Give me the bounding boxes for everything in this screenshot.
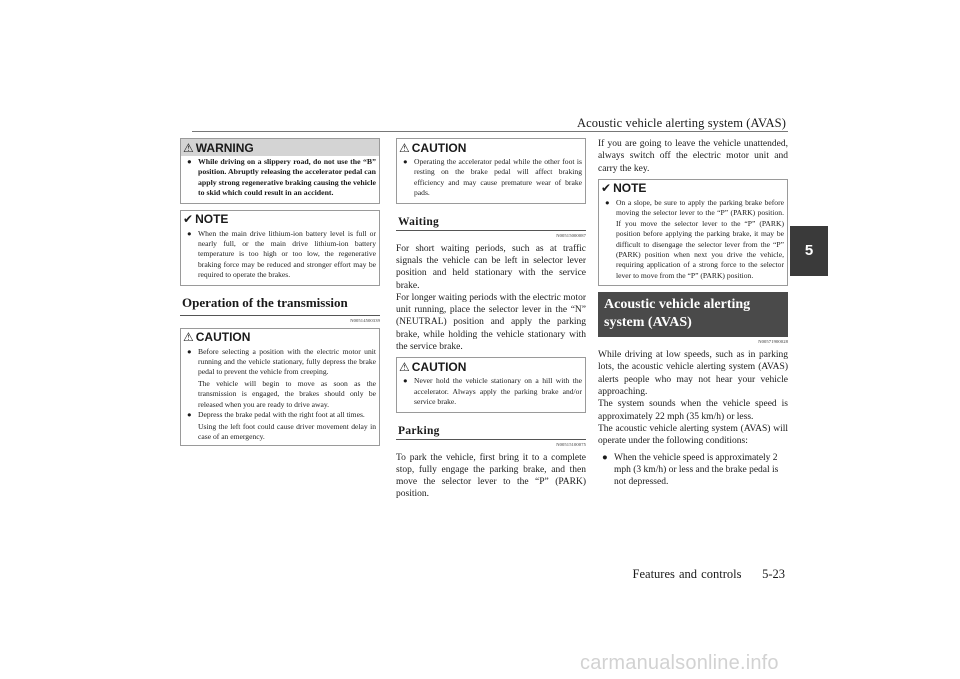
bullet-icon: ● [187,410,192,420]
caution-triangle-icon: ⚠ [399,359,410,374]
section-heading-avas: Acoustic vehicle alerting system (AVAS) [598,292,788,337]
section-code: N00571900028 [758,339,788,345]
paragraph: The system sounds when the vehicle speed is approximately 22 mph (35 km/h) or less. [598,399,788,422]
section-heading-parking: Parking [396,419,586,440]
caution-item: ● Before selecting a position with the electric motor unit running and the vehicle stationary, fully depress the brake pedal to prevent the vehicle from creeping. [187,346,376,377]
caution-title: CAUTION [411,359,467,374]
warning-box [180,138,380,204]
caution-box [396,357,586,412]
note-title: NOTE [195,212,229,227]
checkmark-icon: ✔ [601,181,612,196]
page-header [170,0,788,140]
paragraph: While driving at low speeds, such as in parking lots, the acoustic vehicle alerting system (AVAS) alerts people who may not hear your vehicle approaching. [598,350,788,398]
caution-title: CAUTION [195,330,251,345]
bullet-icon: ● [602,452,608,463]
checkmark-icon: ✔ [183,212,194,227]
caution-body [397,156,585,203]
caution-item-continued: The vehicle will begin to move as soon as the transmission is engaged, the brakes should only be released when you are ready to drive away. [198,378,376,409]
bullet-icon: ● [403,376,408,386]
list-item: ● When the vehicle speed is approximately 2 mph (3 km/h) or less and the brake pedal is not depressed. [602,452,779,488]
section-heading-transmission: Operation of the transmission [180,292,380,316]
warning-header [181,139,379,156]
column-middle [396,138,586,501]
bullet-icon: ● [187,157,192,166]
caution-body [397,375,585,411]
caution-box [180,328,380,447]
watermark-text: carmanualsonline.info [580,652,779,674]
warning-triangle-icon: ⚠ [183,140,194,155]
note-title: NOTE [613,181,647,196]
chapter-tab [790,226,828,276]
warning-body [181,156,379,203]
note-item: ● On a slope, be sure to apply the parking brake before moving the selector lever to the “P” (PARK) position. If you move the selector lever to the “P” (PARK) position before applying the parking brake, it may be difficult to disengage the selector lever from the “P” (PARK) position when next you drive the vehicle, requiring application of a strong force to the selector lever to move from the “P” (PARK) position. [605,197,784,280]
caution-triangle-icon: ⚠ [399,140,410,155]
column-right [598,138,788,488]
section-code: N00515000087 [556,232,586,238]
warning-title: WARNING [195,140,254,155]
paragraph: For short waiting periods, such as at traffic signals the vehicle can be left in selector lever position and held stationary with the service brake. [396,243,586,291]
caution-item: ● Operating the accelerator pedal while the other foot is resting on the brake pedal will affect braking efficiency and may cause premature wear of brake pads. [403,157,582,198]
caution-item: ● Never hold the vehicle stationary on a hill with the accelerator. Always apply the parking brake and/or service brake. [403,376,582,407]
caution-item-continued: Using the left foot could cause driver movement delay in case of an emergency. [198,421,376,441]
page-footer [633,567,785,582]
note-header [599,180,787,197]
footer-page-number: 5-23 [762,567,785,581]
column-left [180,138,380,452]
caution-header [181,329,379,346]
paragraph: If you are going to leave the vehicle unattended, always switch off the electric motor unit and carry the key. [598,139,788,174]
caution-header [397,139,585,156]
note-body [599,197,787,285]
section-heading-waiting: Waiting [396,210,586,231]
bullet-icon: ● [403,157,408,166]
note-box [180,210,380,286]
caution-title: CAUTION [411,140,467,155]
warning-item: ● While driving on a slippery road, do not use the “B” position. Abruptly releasing the accelerator pedal can apply strong regenerative braking causing the vehicle to skid which could result in an accident. [187,157,376,198]
paragraph: To park the vehicle, first bring it to a complete stop, fully engage the parking brake, and then move the selector lever to the “P” (PARK) position. [396,452,586,500]
bullet-icon: ● [187,346,192,356]
caution-body [181,346,379,446]
note-header [181,211,379,228]
note-box [598,179,788,286]
header-title: Acoustic vehicle alerting system (AVAS) [577,116,786,130]
section-code: N00514500339 [350,317,380,323]
header-rule [192,131,788,132]
footer-section: Features and controls [632,567,742,581]
paragraph: The acoustic vehicle alerting system (AVAS) will operate under the following conditions: [598,423,788,447]
caution-item: ● Depress the brake pedal with the right foot at all times. [187,410,365,420]
bullet-icon: ● [605,197,610,207]
paragraph: For longer waiting periods with the electric motor unit running, place the selector lever in the “N” (NEUTRAL) position and apply the parking brake, while holding the vehicle stationary with the service brake. [396,292,586,352]
chapter-number: 5 [804,242,814,259]
caution-box [396,138,586,204]
section-code: N00515100075 [556,441,586,447]
caution-triangle-icon: ⚠ [183,330,194,345]
caution-header [397,358,585,375]
note-body [181,228,379,285]
note-item: ● When the main drive lithium-ion battery level is full or nearly full, or the main drive lithium-ion battery temperature is too high or too low, the regenerative braking force may be reduced and stronger effort may be required to operate the brakes. [187,228,376,280]
bullet-icon: ● [187,228,192,238]
